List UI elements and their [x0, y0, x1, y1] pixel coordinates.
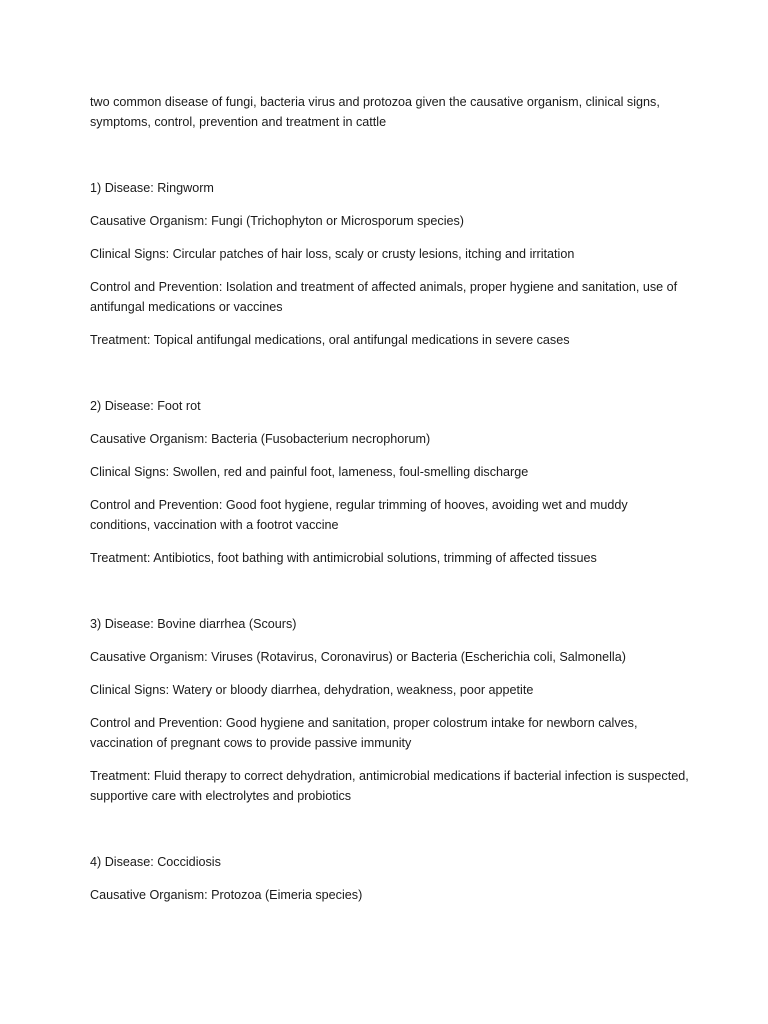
control-prevention: Control and Prevention: Isolation and treatment of affected animals, proper hygiene and sanitation, use of antifungal medications or vaccines: [90, 280, 678, 314]
causative-organism: Causative Organism: Viruses (Rotavirus, Coronavirus) or Bacteria (Escherichia coli, Salmonella): [90, 650, 626, 664]
treatment: Treatment: Antibiotics, foot bathing with antimicrobial solutions, trimming of affected tissues: [90, 551, 597, 565]
causative-organism: Causative Organism: Bacteria (Fusobacterium necrophorum): [90, 432, 431, 446]
intro-paragraph: two common disease of fungi, bacteria virus and protozoa given the causative organism, clinical signs, symptoms, control, prevention and treatment in cattle: [90, 95, 660, 129]
disease-heading: 4) Disease: Coccidiosis: [90, 855, 221, 869]
clinical-signs: Clinical Signs: Watery or bloody diarrhea, dehydration, weakness, poor appetite: [90, 683, 534, 697]
control-prevention: Control and Prevention: Good hygiene and sanitation, proper colostrum intake for newborn calves, vaccination of pregnant cows to provide passive immunity: [90, 716, 638, 750]
disease-heading: 2) Disease: Foot rot: [90, 399, 201, 413]
disease-heading: 3) Disease: Bovine diarrhea (Scours): [90, 617, 297, 631]
disease-section-bovine-diarrhea: [90, 614, 690, 806]
disease-section-ringworm: [90, 178, 690, 350]
disease-section-foot-rot: [90, 396, 690, 568]
document-page: [90, 92, 690, 951]
causative-organism: Causative Organism: Fungi (Trichophyton or Microsporum species): [90, 214, 464, 228]
control-prevention: Control and Prevention: Good foot hygiene, regular trimming of hooves, avoiding wet and muddy conditions, vaccination with a footrot vaccine: [90, 498, 628, 532]
disease-heading: 1) Disease: Ringworm: [90, 181, 214, 195]
treatment: Treatment: Topical antifungal medications, oral antifungal medications in severe cases: [90, 333, 570, 347]
clinical-signs: Clinical Signs: Circular patches of hair loss, scaly or crusty lesions, itching and irritation: [90, 247, 575, 261]
treatment: Treatment: Fluid therapy to correct dehydration, antimicrobial medications if bacterial infection is suspected, supportive care with electrolytes and probiotics: [90, 769, 689, 803]
clinical-signs: Clinical Signs: Swollen, red and painful foot, lameness, foul-smelling discharge: [90, 465, 529, 479]
disease-section-coccidiosis: [90, 852, 690, 905]
causative-organism: Causative Organism: Protozoa (Eimeria species): [90, 888, 363, 902]
